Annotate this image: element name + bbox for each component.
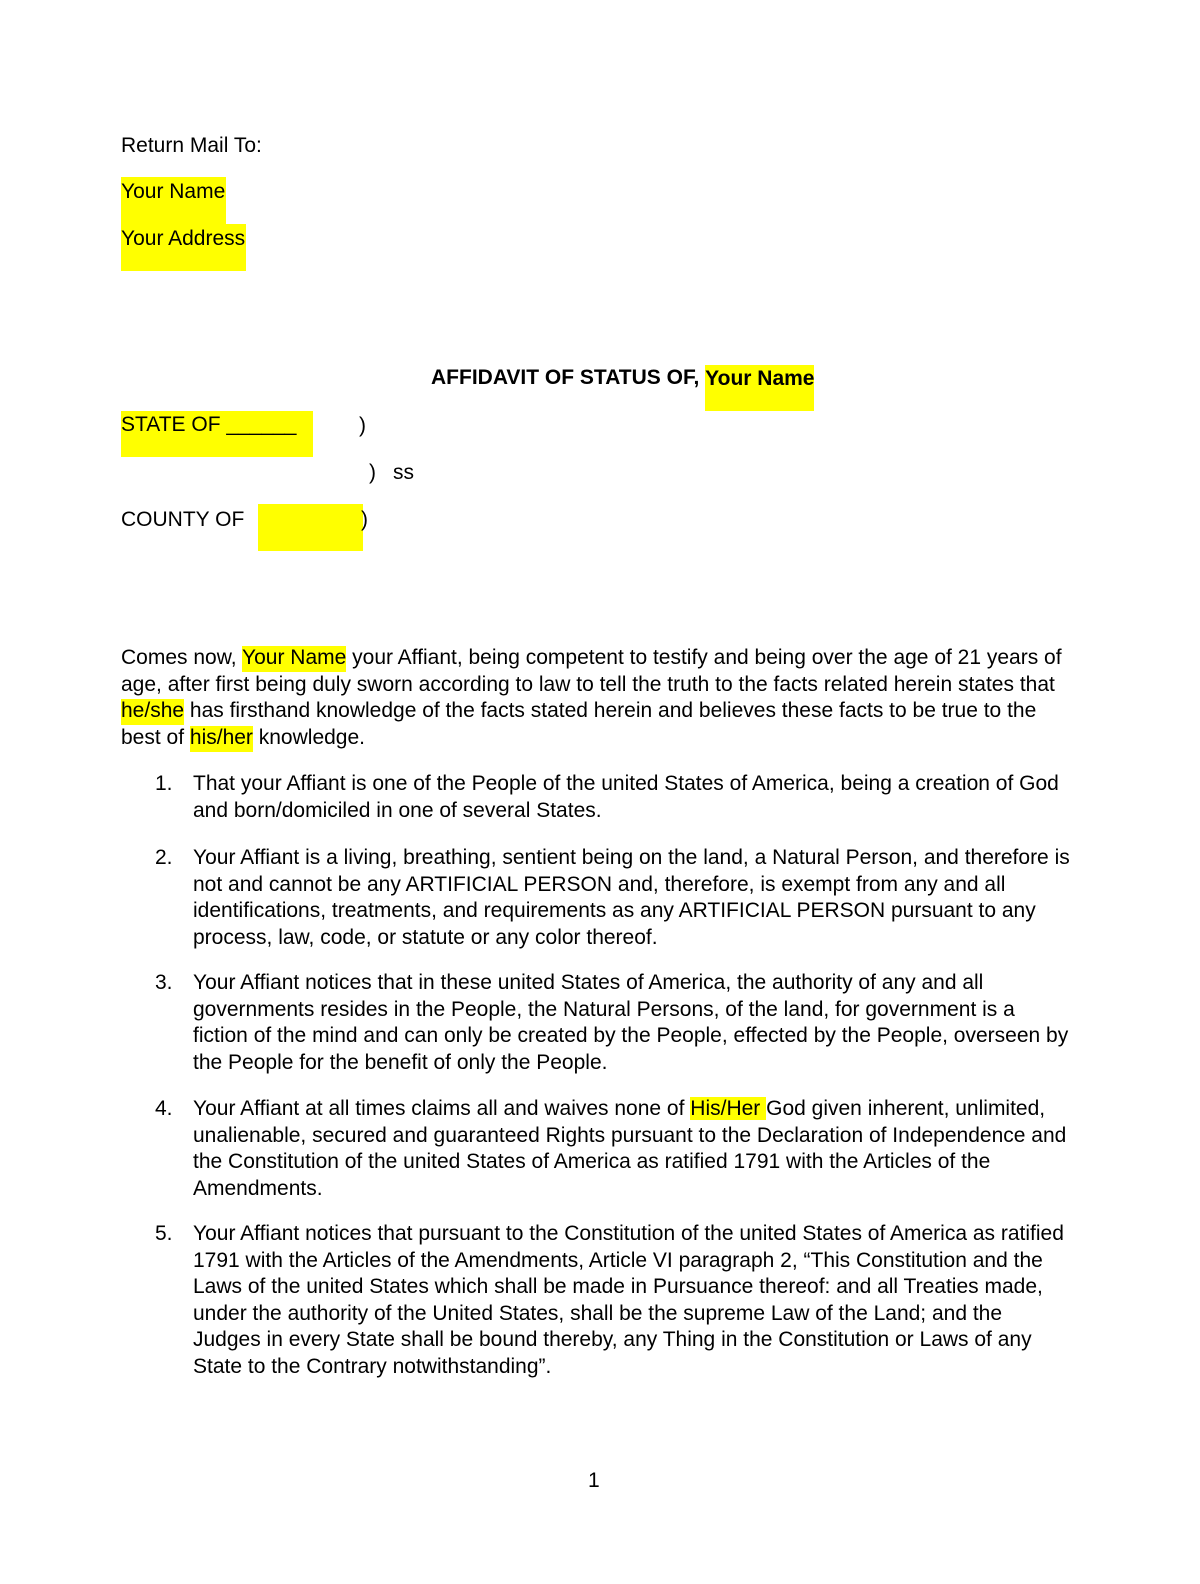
venue-paren-3: )	[361, 508, 368, 531]
venue-paren-1: )	[359, 414, 366, 437]
county-blank-field	[258, 504, 363, 551]
item-pronoun-his-her: His/Her	[690, 1097, 767, 1120]
venue-paren-2: )	[369, 461, 376, 484]
intro-pronoun-his-her: his/her	[190, 726, 253, 752]
item-text-before: Your Affiant at all times claims all and waives none of	[193, 1097, 691, 1120]
intro-text-1: Comes now,	[121, 646, 243, 669]
item-text-after: God given inherent, unlimited, unalienable, secured and guaranteed Rights pursuant to the Declaration of Independence and the Constitution of the united States of America as ratified 1791 with the Articles of the Amendments.	[193, 1097, 1067, 1200]
item-number: 3.	[155, 971, 173, 994]
item-text	[193, 1096, 1073, 1202]
item-number: 4.	[155, 1097, 173, 1120]
item-number: 2.	[155, 846, 173, 869]
item-text: Your Affiant is a living, breathing, sentient being on the land, a Natural Person, and therefore is not and cannot be any ARTIFICIAL PERSON and, therefore, is exempt from any and all identifications, treatments, and requirements as any ARTIFICIAL PERSON pursuant to any process, law, code, or statute or any color thereof.	[193, 846, 1070, 949]
item-number: 1.	[155, 772, 173, 795]
return-name-placeholder: Your Name	[121, 177, 226, 224]
title-prefix: AFFIDAVIT OF STATUS OF,	[431, 366, 700, 389]
title-name-placeholder: Your Name	[705, 365, 814, 411]
intro-text-2: your Affiant, being competent to testify and being over the age of 21 years of age, after first being duly sworn according to law to tell the truth to the facts related herein states that	[121, 646, 1062, 696]
item-text: Your Affiant notices that pursuant to the Constitution of the united States of America as ratified 1791 with the Articles of the Amendments, Article VI paragraph 2, “This Constitution and the Laws of the united States which shall be made in Pursuance thereof: and all Treaties made, under the authority of the United States, shall be the supreme Law of the Land; and the Judges in every State shall be bound thereby, any Thing in the Constitution or Laws of any State to the Contrary notwithstanding”.	[193, 1222, 1064, 1378]
intro-text-3: has firsthand knowledge of the facts stated herein and believes these facts to be true to the best of	[121, 699, 1037, 749]
document-title	[431, 365, 814, 411]
intro-pronoun-he-she: he/she	[121, 699, 184, 725]
intro-name-placeholder: Your Name	[242, 646, 346, 672]
intro-text-4: knowledge.	[252, 725, 365, 749]
page-number: 1	[588, 1469, 600, 1492]
state-of-field: STATE OF ______	[121, 411, 313, 457]
ss-label: ss	[393, 461, 414, 484]
item-text: Your Affiant notices that in these united States of America, the authority of any and all governments resides in the People, the Natural Persons, of the land, for government is a fiction of the mind and can only be created by the People, effected by the People, overseen by the People for the benefit of only the People.	[193, 971, 1069, 1074]
return-mail-label: Return Mail To:	[121, 134, 262, 157]
intro-paragraph	[121, 645, 1081, 751]
item-number: 5.	[155, 1222, 173, 1245]
return-address-placeholder: Your Address	[121, 224, 246, 271]
county-of-label: COUNTY OF	[121, 508, 245, 531]
item-text: That your Affiant is one of the People of the united States of America, being a creation of God and born/domiciled in one of several States.	[193, 772, 1059, 822]
